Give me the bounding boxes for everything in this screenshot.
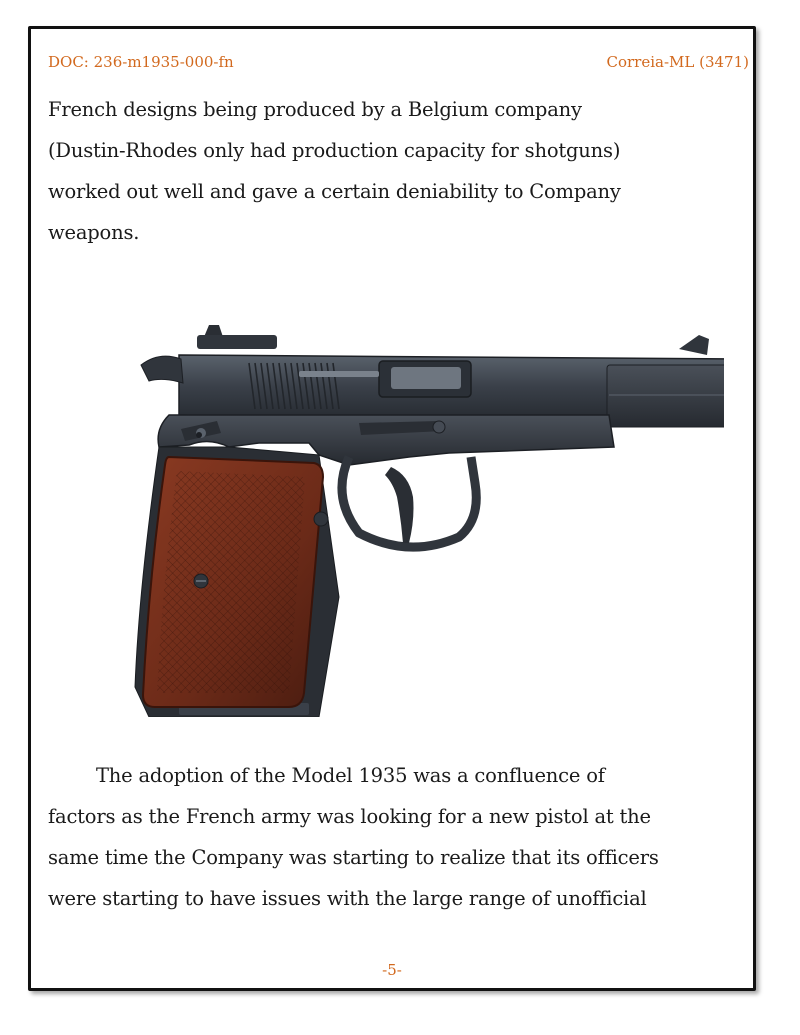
second-paragraph [48, 755, 753, 919]
text-line: same time the Company was starting to realize that its officers [48, 846, 659, 869]
document-page [28, 26, 756, 991]
text-line: factors as the French army was looking for a new pistol at the [48, 805, 651, 828]
doc-id: DOC: 236-m1935-000-fn [48, 53, 234, 71]
text-line: The adoption of the Model 1935 was a confluence of [96, 764, 605, 787]
text-line: weapons. [48, 221, 140, 244]
text-line: French designs being produced by a Belgium company [48, 98, 582, 121]
text-line: worked out well and gave a certain deniability to Company [48, 180, 621, 203]
page-number: -5- [382, 961, 402, 979]
intro-paragraph [48, 89, 748, 253]
page-header [48, 51, 749, 73]
text-line: (Dustin-Rhodes only had production capacity for shotguns) [48, 139, 621, 162]
author-ref: Correia-ML (3471) [606, 53, 749, 71]
text-line: were starting to have issues with the large range of unofficial [48, 887, 647, 910]
pistol-photo [109, 297, 724, 717]
